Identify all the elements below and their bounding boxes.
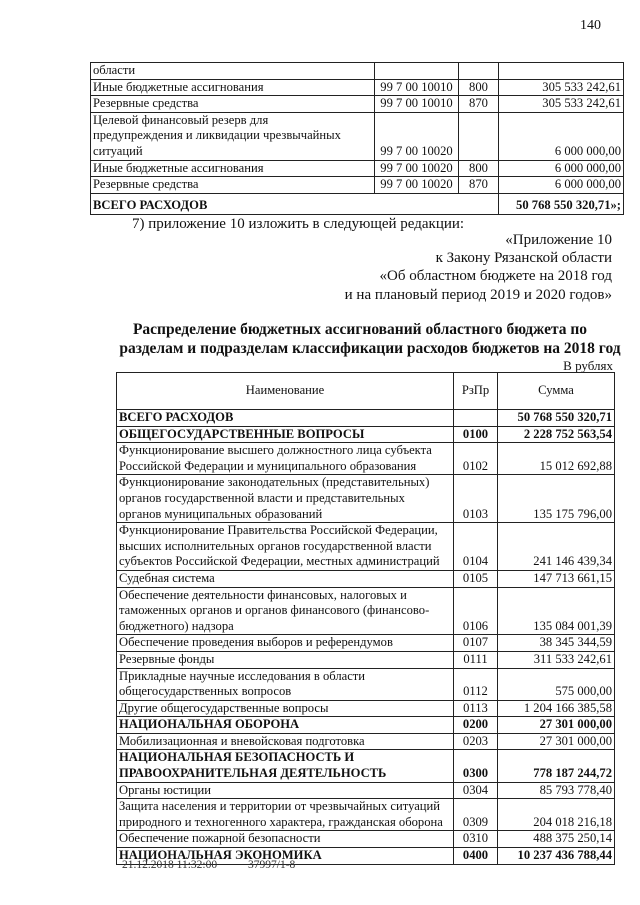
row-code: 0104 bbox=[454, 523, 498, 571]
appendix-line: «Приложение 10 bbox=[505, 232, 612, 248]
row-name: Резервные средства bbox=[91, 177, 375, 194]
row-code: 0200 bbox=[454, 717, 498, 734]
table-row bbox=[117, 750, 615, 782]
row-sum: 204 018 216,18 bbox=[498, 799, 615, 831]
footer-timestamp: 21.12.2018 11:32:00 bbox=[122, 859, 218, 871]
row-code: 0400 bbox=[454, 848, 498, 865]
row-name: Обеспечение проведения выборов и референдумов bbox=[117, 635, 454, 652]
row-name: Иные бюджетные ассигнования bbox=[91, 79, 375, 96]
table-row bbox=[117, 831, 615, 848]
table-row bbox=[117, 700, 615, 717]
row-code bbox=[375, 63, 459, 80]
row-name: Резервные средства bbox=[91, 96, 375, 113]
row-code: 0106 bbox=[454, 587, 498, 635]
row-name: Функционирование Правительства Российской Федерации, высших исполнительных органов государственной власти субъектов Российской Федерации, местных администраций bbox=[117, 523, 454, 571]
row-name: НАЦИОНАЛЬНАЯ ЭКОНОМИКА bbox=[117, 848, 454, 865]
row-sum: 305 533 242,61 bbox=[499, 96, 624, 113]
document-title: разделам и подразделам классификации расходов бюджетов на 2018 год bbox=[119, 340, 621, 357]
row-name: Обеспечение деятельности финансовых, налоговых и таможенных органов и органов финансового (финансово- бюджетного) надзора bbox=[117, 587, 454, 635]
table-row-total bbox=[91, 193, 624, 214]
table-row bbox=[91, 112, 624, 160]
row-sum: 2 228 752 563,54 bbox=[498, 426, 615, 443]
row-name: Функционирование высшего должностного лица субъекта Российской Федерации и муниципального образования bbox=[117, 443, 454, 475]
appendix-line: «Об областном бюджете на 2018 год bbox=[379, 268, 612, 284]
row-sum: 38 345 344,59 bbox=[498, 635, 615, 652]
row-vr: 800 bbox=[459, 79, 499, 96]
row-vr: 870 bbox=[459, 96, 499, 113]
row-code: 0113 bbox=[454, 700, 498, 717]
header-code: РзПр bbox=[454, 373, 498, 410]
table-row bbox=[117, 410, 615, 427]
table-row bbox=[91, 63, 624, 80]
table-row bbox=[117, 587, 615, 635]
row-sum: 15 012 692,88 bbox=[498, 443, 615, 475]
row-sum: 305 533 242,61 bbox=[499, 79, 624, 96]
table-row bbox=[117, 717, 615, 734]
top-table bbox=[90, 62, 624, 215]
table-row bbox=[117, 475, 615, 523]
row-vr bbox=[459, 112, 499, 160]
row-code: 99 7 00 10010 bbox=[375, 79, 459, 96]
document-title: Распределение бюджетных ассигнований областного бюджета по bbox=[132, 321, 588, 338]
row-code: 0300 bbox=[454, 750, 498, 782]
row-vr bbox=[459, 63, 499, 80]
row-name: Целевой финансовый резерв для предупреждения и ликвидации чрезвычайных ситуаций bbox=[91, 112, 375, 160]
table-row bbox=[117, 733, 615, 750]
row-name: Защита населения и территории от чрезвычайных ситуаций природного и техногенного характера, гражданская оборона bbox=[117, 799, 454, 831]
table-header bbox=[117, 373, 615, 410]
table-row bbox=[117, 523, 615, 571]
row-sum: 6 000 000,00 bbox=[499, 177, 624, 194]
row-vr: 870 bbox=[459, 177, 499, 194]
table-row bbox=[117, 570, 615, 587]
total-label: ВСЕГО РАСХОДОВ bbox=[91, 193, 499, 214]
row-name: ВСЕГО РАСХОДОВ bbox=[117, 410, 454, 427]
row-code: 0112 bbox=[454, 668, 498, 700]
row-code: 0111 bbox=[454, 651, 498, 668]
table-row bbox=[117, 799, 615, 831]
row-name: Судебная система bbox=[117, 570, 454, 587]
table-row bbox=[91, 79, 624, 96]
row-code: 0102 bbox=[454, 443, 498, 475]
row-sum: 241 146 439,34 bbox=[498, 523, 615, 571]
row-code: 0203 bbox=[454, 733, 498, 750]
row-code: 0103 bbox=[454, 475, 498, 523]
row-name: Органы юстиции bbox=[117, 782, 454, 799]
row-code: 99 7 00 10020 bbox=[375, 160, 459, 177]
row-name: НАЦИОНАЛЬНАЯ БЕЗОПАСНОСТЬ И ПРАВООХРАНИТЕЛЬНАЯ ДЕЯТЕЛЬНОСТЬ bbox=[117, 750, 454, 782]
row-sum: 147 713 661,15 bbox=[498, 570, 615, 587]
row-code: 0100 bbox=[454, 426, 498, 443]
row-sum: 778 187 244,72 bbox=[498, 750, 615, 782]
row-sum: 135 175 796,00 bbox=[498, 475, 615, 523]
row-name: Прикладные научные исследования в области общегосударственных вопросов bbox=[117, 668, 454, 700]
header-sum: Сумма bbox=[498, 373, 615, 410]
header-name: Наименование bbox=[117, 373, 454, 410]
table-row bbox=[91, 96, 624, 113]
row-code bbox=[454, 410, 498, 427]
budget-table bbox=[116, 372, 615, 865]
row-code: 0107 bbox=[454, 635, 498, 652]
row-code: 0309 bbox=[454, 799, 498, 831]
row-sum: 27 301 000,00 bbox=[498, 717, 615, 734]
unit-label: В рублях bbox=[563, 358, 613, 373]
row-name: Обеспечение пожарной безопасности bbox=[117, 831, 454, 848]
row-sum: 85 793 778,40 bbox=[498, 782, 615, 799]
total-sum: 50 768 550 320,71»; bbox=[499, 193, 624, 214]
row-sum: 50 768 550 320,71 bbox=[498, 410, 615, 427]
footer-doc-number: 37997/1-8 bbox=[248, 859, 296, 871]
table-row bbox=[117, 426, 615, 443]
table-row bbox=[117, 443, 615, 475]
table-row bbox=[117, 651, 615, 668]
row-code: 99 7 00 10020 bbox=[375, 177, 459, 194]
row-code: 0105 bbox=[454, 570, 498, 587]
row-sum: 27 301 000,00 bbox=[498, 733, 615, 750]
row-name: Резервные фонды bbox=[117, 651, 454, 668]
table-row bbox=[117, 782, 615, 799]
row-code: 0304 bbox=[454, 782, 498, 799]
paragraph: 7) приложение 10 изложить в следующей редакции: bbox=[132, 216, 465, 232]
table-row bbox=[91, 177, 624, 194]
row-name: Мобилизационная и вневойсковая подготовка bbox=[117, 733, 454, 750]
row-code: 99 7 00 10010 bbox=[375, 96, 459, 113]
row-name: Иные бюджетные ассигнования bbox=[91, 160, 375, 177]
row-sum: 135 084 001,39 bbox=[498, 587, 615, 635]
row-sum: 10 237 436 788,44 bbox=[498, 848, 615, 865]
row-name: ОБЩЕГОСУДАРСТВЕННЫЕ ВОПРОСЫ bbox=[117, 426, 454, 443]
row-name: Другие общегосударственные вопросы bbox=[117, 700, 454, 717]
row-vr: 800 bbox=[459, 160, 499, 177]
row-sum: 6 000 000,00 bbox=[499, 112, 624, 160]
appendix-line: и на плановый период 2019 и 2020 годов» bbox=[344, 287, 612, 303]
appendix-line: к Закону Рязанской области bbox=[435, 250, 612, 266]
row-sum: 6 000 000,00 bbox=[499, 160, 624, 177]
row-sum bbox=[499, 63, 624, 80]
table-row bbox=[117, 635, 615, 652]
row-code: 0310 bbox=[454, 831, 498, 848]
page-number: 140 bbox=[580, 18, 601, 33]
row-name: НАЦИОНАЛЬНАЯ ОБОРОНА bbox=[117, 717, 454, 734]
row-sum: 311 533 242,61 bbox=[498, 651, 615, 668]
row-name: области bbox=[91, 63, 375, 80]
row-name: Функционирование законодательных (представительных) органов государственной власти и представительных органов муниципальных образований bbox=[117, 475, 454, 523]
row-sum: 575 000,00 bbox=[498, 668, 615, 700]
table-row bbox=[117, 668, 615, 700]
row-code: 99 7 00 10020 bbox=[375, 112, 459, 160]
row-sum: 1 204 166 385,58 bbox=[498, 700, 615, 717]
table-row bbox=[91, 160, 624, 177]
row-sum: 488 375 250,14 bbox=[498, 831, 615, 848]
